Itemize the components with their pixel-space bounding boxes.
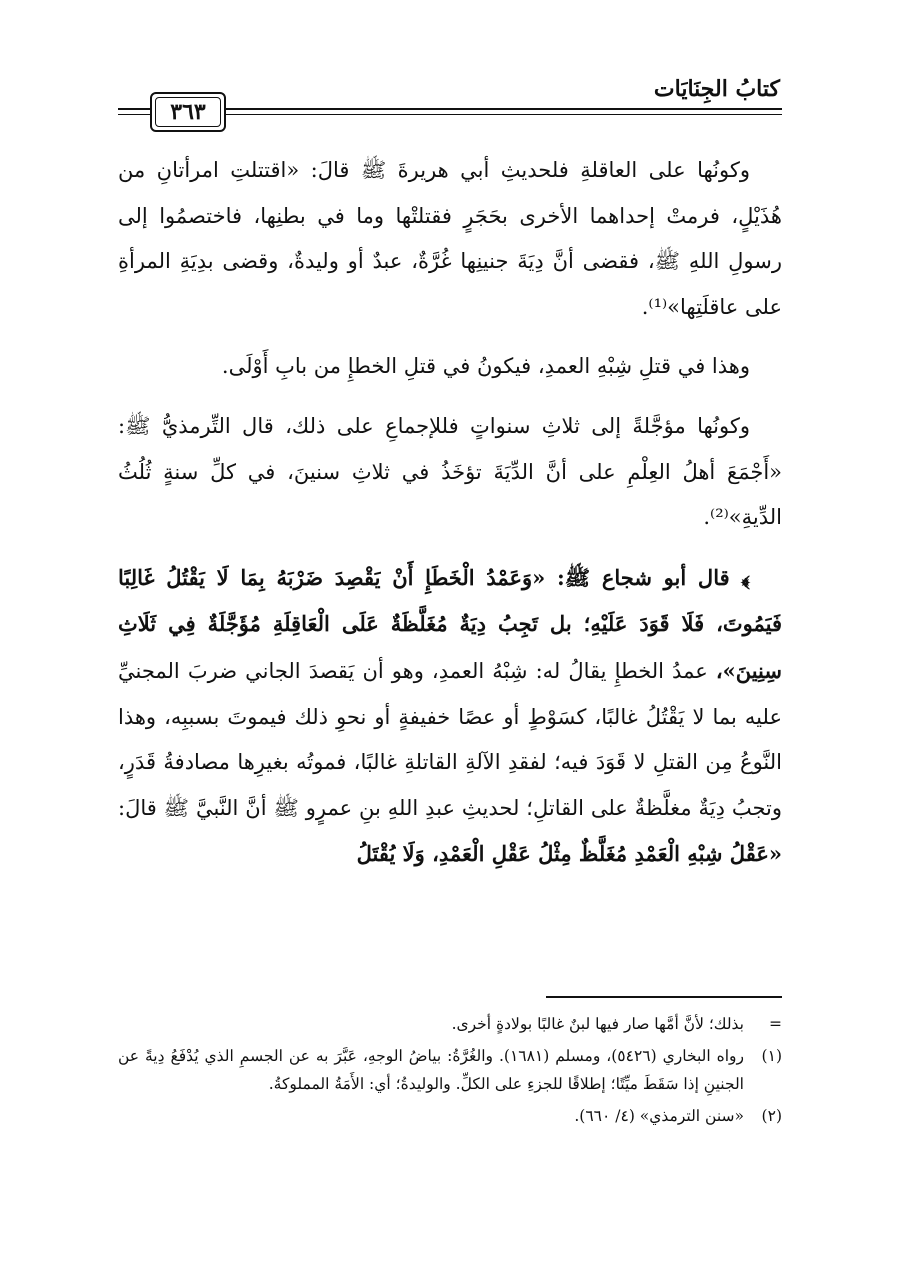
footnote-marker: (٢) [761, 1107, 782, 1125]
running-header-title: كتابُ الجِنَايَات [653, 76, 780, 102]
footnote-marker: = [769, 1015, 782, 1033]
footnote-text: بذلك؛ لأنَّ أمَّها صار فيها لبنٌ غالبًا بولادةٍ أخرى. [451, 1015, 744, 1033]
page-number-text: ٣٦٣ [170, 99, 206, 125]
footnote-1 [118, 1042, 782, 1098]
footnote-separator [546, 996, 782, 998]
page-number [150, 92, 226, 132]
footnote-text: رواه البخاري (٥٤٢٦)، ومسلم (١٦٨١). والغُرَّةُ: بياضُ الوجهِ، عَبَّرَ به عن الجسمِ الذي يُدْفَعُ دِيةً عن الجنينِ إذا سَقَطَ ميِّتًا؛ إطلاقًا للجزءِ على الكلِّ. والوليدةُ؛ أي: الأَمَةُ المملوكةُ. [118, 1047, 744, 1093]
main-text [118, 148, 782, 878]
paragraph-3: وكونُها مؤجَّلةً إلى ثلاثِ سنواتٍ فللإجماعِ على ذلك، قال التِّرمذيُّ ﷺ: «أَجْمَعَ أهلُ العِلْمِ على أنَّ الدِّيَةَ تؤخَذُ في ثلاثِ سنينَ، في كلِّ سنةٍ ثُلُثُ الدِّيةِ»⁽²⁾. [118, 413, 782, 530]
footnote-continuation [118, 1010, 782, 1038]
paragraph-4 [118, 555, 782, 878]
matn-quote: ﴾ قال أبو شجاع ﷺ: «وَعَمْدُ الْخَطَإِ أَنْ يَقْصِدَ ضَرْبَهُ بِمَا لَا يَقْتُلُ غَالِبًا فَيَمُوتَ، فَلَا قَوَدَ عَلَيْهِ؛ بل تَجِبُ دِيَةٌ مُغَلَّظَةٌ عَلَى الْعَاقِلَةِ مُؤَجَّلَةٌ فِي ثَلَاثِ سِنِينَ»، [118, 564, 782, 683]
footnote-text: «سنن الترمذي» (٤/ ٦٦٠). [574, 1107, 744, 1125]
paragraph-2: وهذا في قتلِ شِبْهِ العمدِ، فيكونُ في قتلِ الخطإِ من بابِ أَوْلَى. [221, 354, 750, 379]
footnote-2 [118, 1102, 782, 1130]
paragraph-1: وكونُها على العاقلةِ فلحديثِ أبي هريرةَ ﷺ قالَ: «اقتتلتِ امرأتانِ من هُذَيْلٍ، فرمتْ إحداهما الأخرى بحَجَرٍ فقتلتْها وما في بطنِها، فاختصمُوا إلى رسولِ اللهِ ﷺ، فقضى أنَّ دِيَةَ جنينِها غُرَّةٌ، عبدٌ أو وليدةٌ، وقضى بدِيَةِ المرأةِ على عاقلَتِها»⁽¹⁾. [118, 158, 782, 319]
footnotes [118, 1010, 782, 1130]
footnote-marker: (١) [761, 1047, 782, 1065]
hadith-quote: «عَقْلُ شِبْهِ الْعَمْدِ مُغَلَّظٌ مِثْلُ عَقْلِ الْعَمْدِ، وَلَا يُقْتَلُ [356, 841, 782, 867]
commentary: عمدُ الخطإِ يقالُ له: شِبْهُ العمدِ، وهو أن يَقصدَ الجاني ضربَ المجنيِّ عليه بما لا يَقْتُلُ غالبًا، كسَوْطٍ أو عصًا خفيفةٍ أو نحوِ ذلك فيموتَ بسببِه، وهذا النَّوعُ مِن القتلِ لا قَوَدَ فيه؛ لفقدِ الآلةِ القاتلةِ غالبًا، فموتُه بغيرِها مصادفةُ قَدَرٍ، وتجبُ دِيَةٌ مغلَّظةٌ على القاتلِ؛ لحديثِ عبدِ اللهِ بنِ عمرٍو ﷺ أنَّ النَّبيَّ ﷺ قالَ: [118, 658, 782, 820]
